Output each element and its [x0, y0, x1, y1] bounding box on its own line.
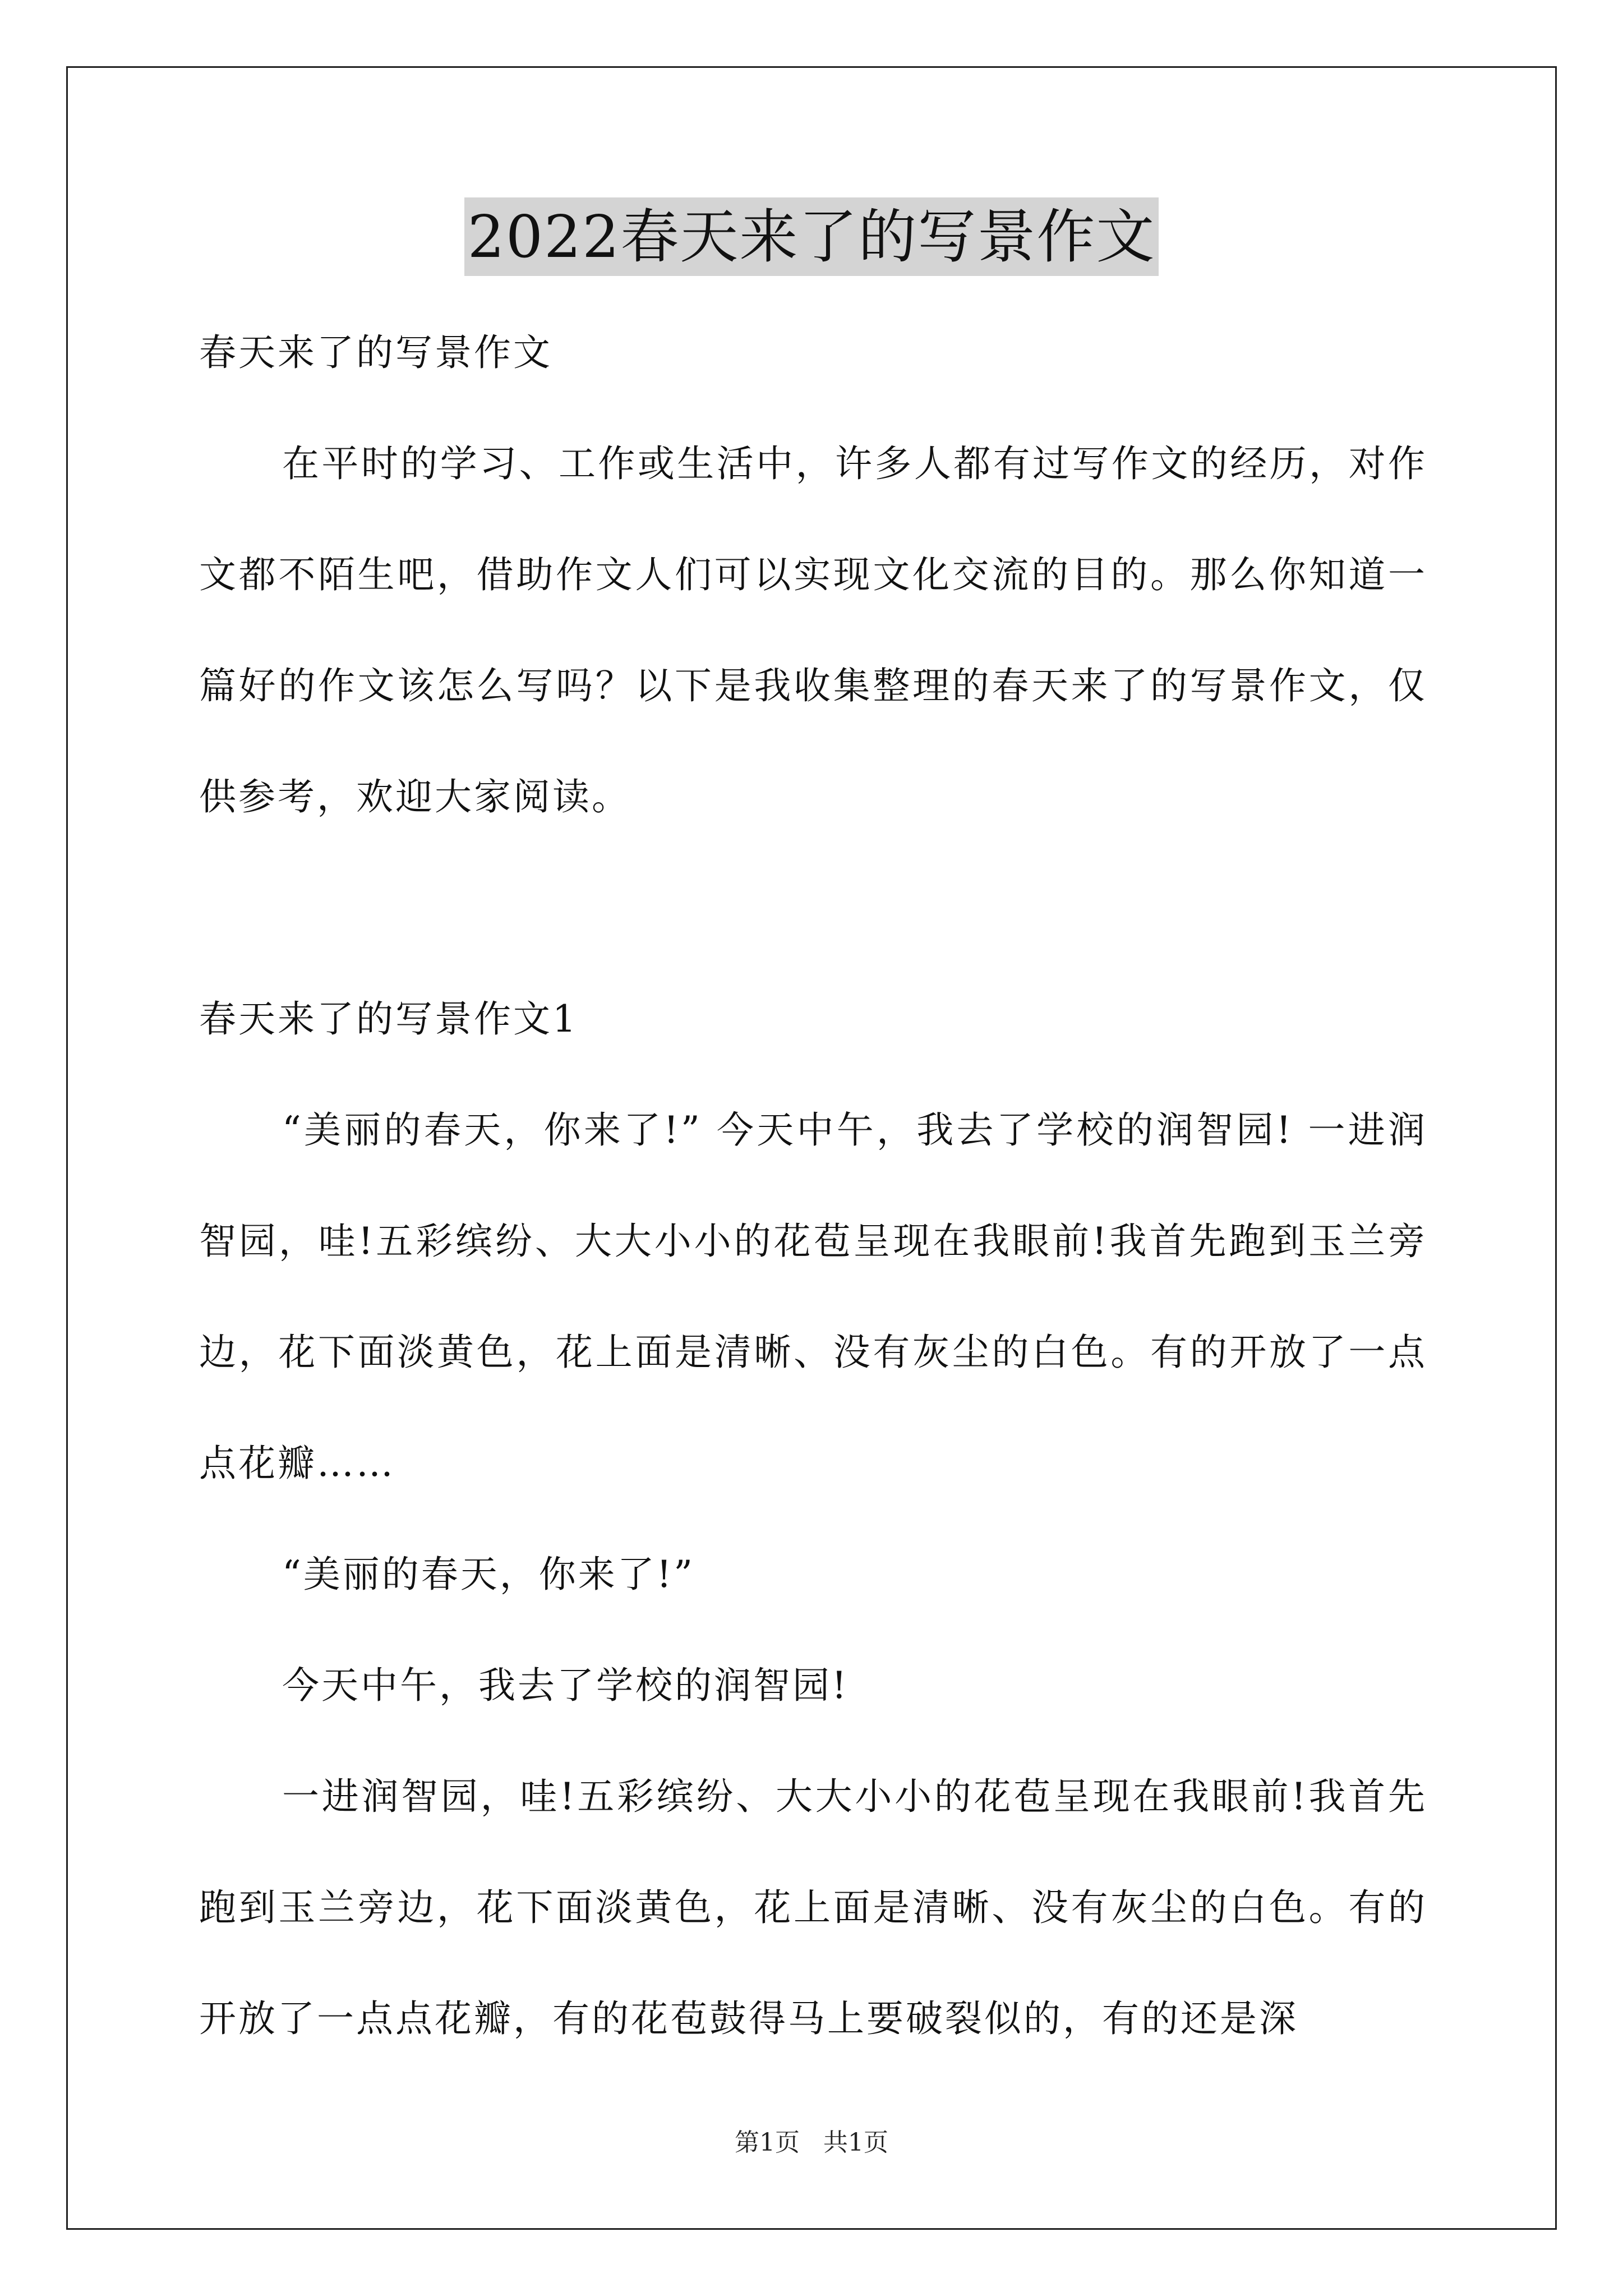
document-body [199, 297, 1427, 2074]
intro-paragraph: 在平时的学习、工作或生活中，许多人都有过写作文的经历，对作文都不陌生吧，借助作文人们可以实现文化交流的目的。那么你知道一篇好的作文该怎么写吗？以下是我收集整理的春天来了的写景作文，仅供参考，欢迎大家阅读。 [199, 442, 1427, 818]
paragraph: “美丽的春天，你来了!” [282, 1553, 695, 1596]
section-heading: 春天来了的写景作文 [199, 331, 552, 374]
paragraph: “美丽的春天，你来了!” 今天中午，我去了学校的润智园! 一进润智园，哇!五彩缤纷、大大小小的花苞呈现在我眼前!我首先跑到玉兰旁边，花下面淡黄色，花上面是清晰、没有灰尘的白色。有的开放了一点点花瓣…… [199, 1108, 1427, 1485]
page-footer [0, 2126, 1623, 2160]
paragraph: 一进润智园，哇!五彩缤纷、大大小小的花苞呈现在我眼前!我首先跑到玉兰旁边，花下面淡黄色，花上面是清晰、没有灰尘的白色。有的开放了一点点花瓣，有的花苞鼓得马上要破裂似的，有的还是深 [199, 1775, 1427, 2040]
document-title: 2022春天来了的写景作文 [464, 197, 1159, 276]
section-heading-1: 春天来了的写景作文1 [199, 997, 578, 1041]
title-container [0, 197, 1623, 276]
paragraph: 今天中午，我去了学校的润智园! [282, 1664, 849, 1707]
page-number: 第1页 [735, 2128, 800, 2157]
page-total: 共1页 [823, 2128, 888, 2157]
